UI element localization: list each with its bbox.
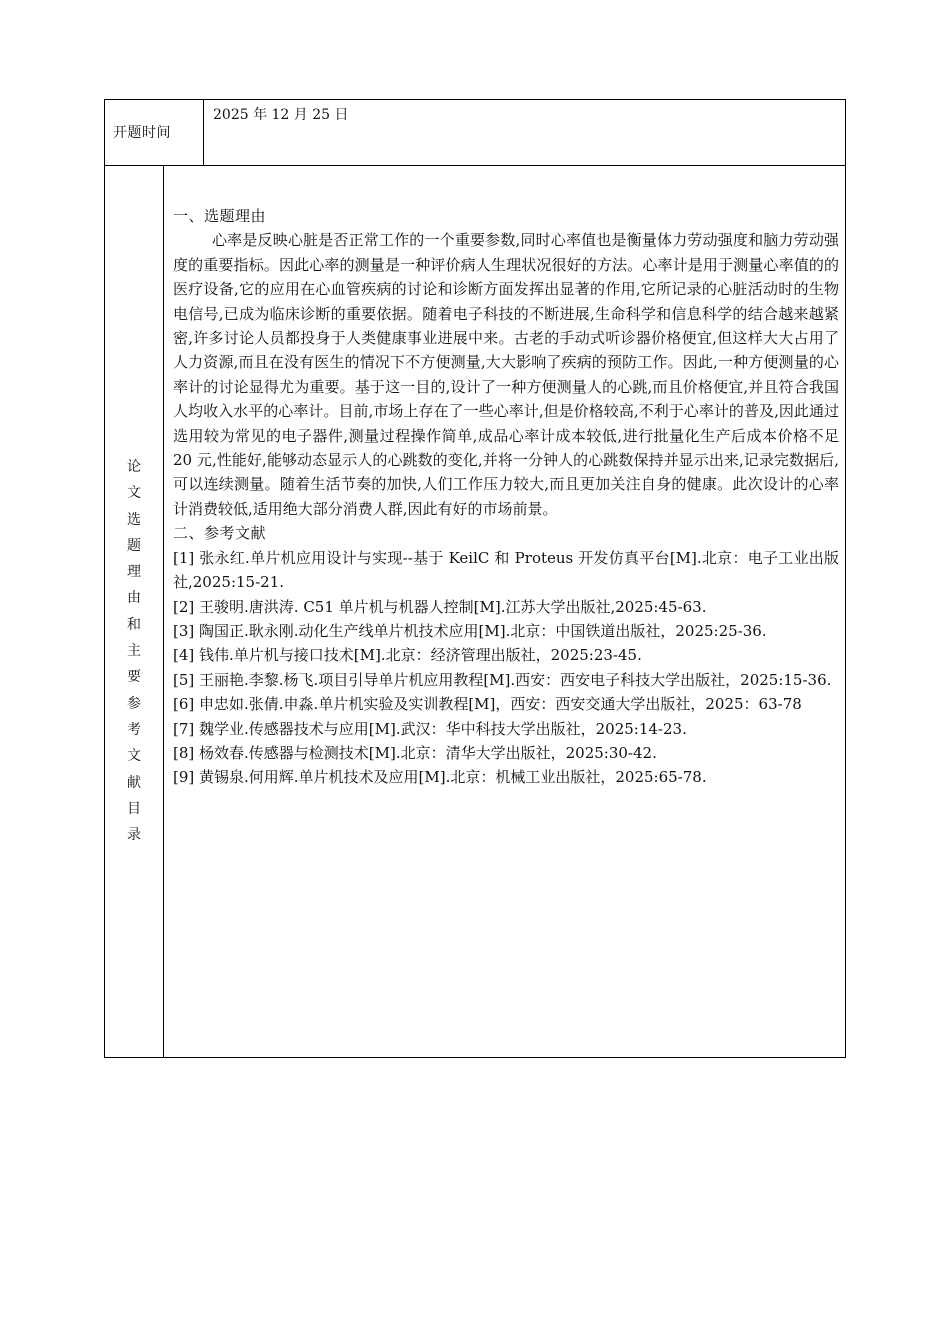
side-label-char: 理 — [127, 564, 141, 581]
side-label-char: 和 — [127, 616, 141, 633]
side-label-char: 要 — [127, 669, 141, 686]
side-label-char: 选 — [127, 511, 141, 528]
reference-item: [4] 钱伟.单片机与接口技术[M].北京：经济管理出版社，2025:23-45. — [173, 646, 642, 665]
side-label-char: 由 — [127, 590, 141, 607]
column-divider — [163, 166, 164, 1057]
main-row — [104, 165, 846, 1058]
side-label-char: 论 — [127, 459, 141, 475]
side-label-char: 主 — [127, 643, 141, 660]
section2-title: 二、参考文献 — [173, 524, 267, 543]
reference-item: [7] 魏学业.传感器技术与应用[M].武汉：华中科技大学出版社，2025:14-23. — [173, 719, 687, 738]
reference-item: [5] 王丽艳.李黎.杨飞.项目引导单片机应用教程[M].西安：西安电子科技大学出版社，2025:15-36. — [173, 670, 832, 689]
section1-body: 心率是反映心脏是否正常工作的一个重要参数,同时心率值也是衡量体力劳动强度和脑力劳动强度的重要指标。因此心率的测量是一种评价病人生理状况很好的方法。心率计是用于测量心率值的的医疗设备,它的应用在心血管疾病的讨论和诊断方面发挥出显著的作用,它所记录的心脏活动时的生物电信号,已成为临床诊断的重要依据。随着电子科技的不断进展,生命科学和信息科学的结合越来越紧密,许多讨论人员都投身于人类健康事业进展中来。古老的手动式听诊器价格便宜,但这样大大占用了人力资源,而且在没有医生的情况下不方便测量,大大影响了疾病的预防工作。因此,一种方便测量的心率计的讨论显得尤为重要。基于这一目的,设计了一种方便测量人的心跳,而且价格便宜,并且符合我国人均收入水平的心率计。目前,市场上存在了一些心率计,但是价格较高,不利于心率计的普及,因此通过选用较为常见的电子器件,测量过程操作简单,成品心率计成本较低,进行批量化生产后成本价格不足 20 元,性能好,能够动态显示人的心跳数的变化,并将一分钟人的心跳数保持并显示出来,记录完数据后,可以连续测量。随着生活节奏的加快,人们工作压力较大,而且更加关注自身的健康。此次设计的心率计消费较低,适用绝大部分消费人群,因此有好的市场前景。 — [173, 231, 839, 518]
side-label-char: 文 — [127, 748, 141, 765]
reference-item: [3] 陶国正.耿永刚.动化生产线单片机技术应用[M].北京：中国铁道出版社，2025:25-36. — [173, 621, 767, 640]
opening-time-label: 开题时间 — [113, 125, 171, 141]
side-label-char: 录 — [127, 827, 141, 844]
side-label-char: 献 — [127, 774, 141, 791]
header-row — [104, 99, 846, 166]
opening-date-value: 2025 年 12 月 25 日 — [213, 107, 349, 123]
side-label-char: 目 — [127, 800, 141, 817]
side-label-char: 考 — [127, 721, 141, 738]
column-divider — [203, 100, 204, 165]
reference-item: [9] 黄锡泉.何用辉.单片机技术及应用[M].北京：机械工业出版社，2025:65-78. — [173, 768, 707, 787]
section1-title: 一、选题理由 — [173, 207, 267, 225]
reference-list — [173, 546, 839, 790]
reference-item: [1] 张永红.单片机应用设计与实现--基于 KeilC 和 Proteus 开发仿真平台[M].北京：电子工业出版社,2025:15-21. — [173, 548, 839, 592]
reference-item: [8] 杨效春.传感器与检测技术[M].北京：清华大学出版社，2025:30-42. — [173, 743, 657, 762]
side-label-char: 文 — [127, 485, 141, 502]
side-label-char: 参 — [127, 695, 141, 712]
side-label-vertical — [105, 454, 163, 848]
content-cell — [173, 204, 839, 790]
reference-item: [2] 王骏明.唐洪涛. C51 单片机与机器人控制[M].江苏大学出版社,2025:45-63. — [173, 597, 707, 616]
side-label-char: 题 — [127, 537, 141, 554]
reference-item: [6] 申忠如.张倩.申淼.单片机实验及实训教程[M]，西安：西安交通大学出版社，2025：63-78 — [173, 695, 802, 714]
